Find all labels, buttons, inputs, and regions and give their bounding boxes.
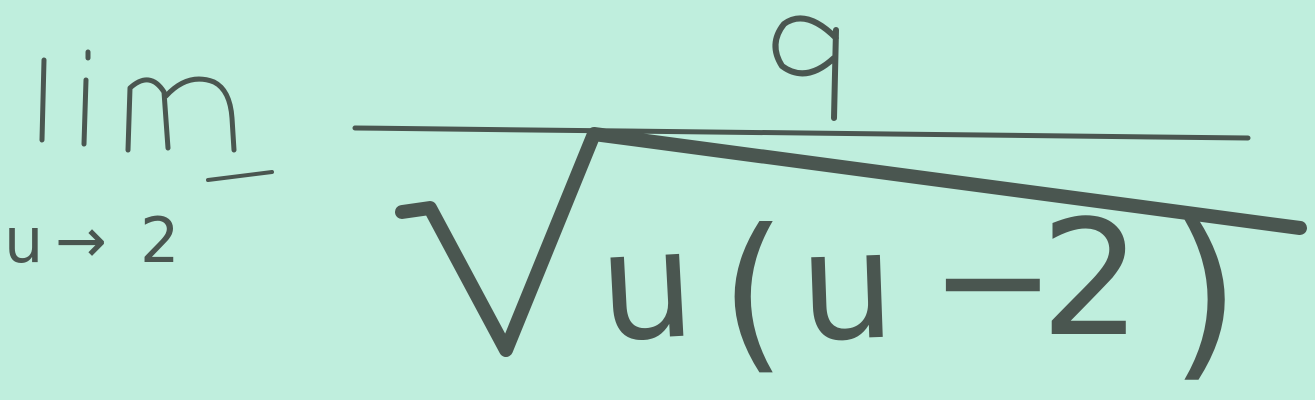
- lim-subscript: [4, 172, 272, 277]
- minus-sign: −: [930, 194, 1056, 368]
- subscript-target: 2: [140, 204, 180, 277]
- lim-operator: [40, 40, 234, 179]
- lim-l-stroke: [42, 60, 44, 140]
- radicand: [595, 185, 1240, 399]
- close-paren: ): [1170, 190, 1241, 399]
- open-paren: (: [720, 193, 787, 391]
- radicand-u: u: [594, 197, 699, 376]
- subscript-arrow: →: [55, 204, 107, 277]
- constant-two: 2: [1040, 185, 1142, 372]
- lim-i-stroke: [84, 80, 86, 144]
- inner-u: u: [796, 198, 898, 376]
- numerator: [775, 17, 853, 134]
- subscript-variable: u: [4, 204, 44, 277]
